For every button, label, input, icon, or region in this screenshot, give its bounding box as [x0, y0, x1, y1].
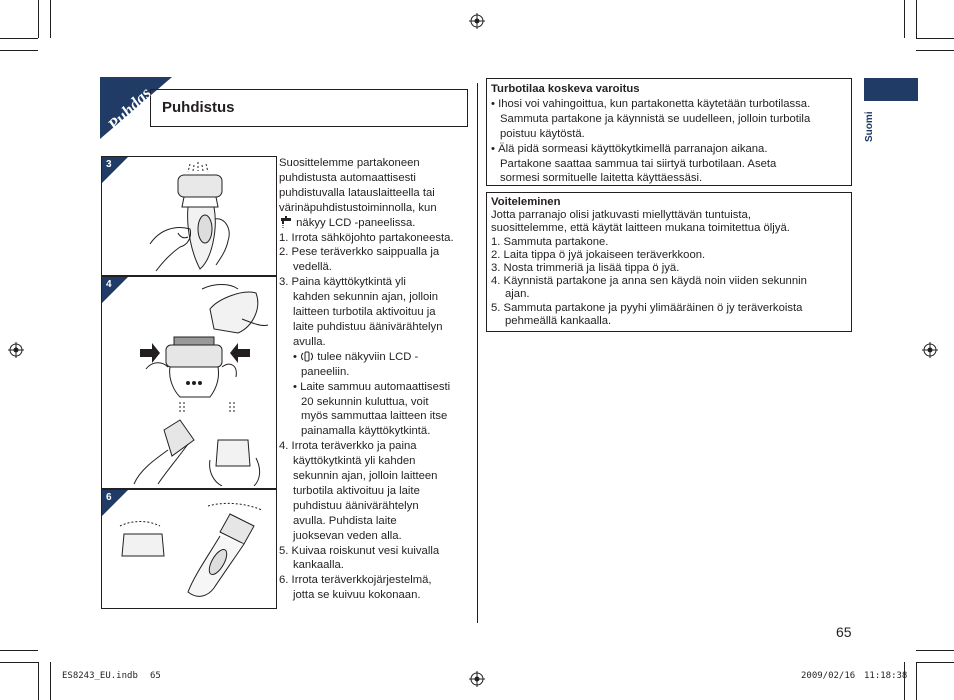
registration-mark-icon	[922, 342, 938, 358]
footer-file: ES8243_EU.indb	[62, 671, 138, 681]
warning-bullet-cont: Partakone saattaa sammua tai siirtyä turbotilaan. Aseta	[500, 157, 777, 170]
step-3-cont: laite puhdistuu äänivärähtelyn	[293, 320, 443, 333]
section-title: Puhdistus	[162, 99, 235, 116]
lubrication-step-4-cont: ajan.	[505, 288, 530, 301]
crop-mark	[916, 650, 954, 651]
crop-mark	[916, 50, 954, 51]
lubrication-box	[486, 192, 852, 332]
step-5-cont: kankaalla.	[293, 559, 344, 572]
footer-date: 2009/02/16	[801, 671, 856, 681]
illustration-panel-3	[101, 156, 277, 276]
intro-line	[279, 216, 471, 231]
panel-number: 3	[106, 159, 112, 170]
crop-mark	[0, 38, 38, 39]
turbo-warning-box	[486, 78, 852, 186]
step-5: 5. Kuivaa roiskunut vesi kuivalla	[279, 544, 440, 557]
column-divider	[477, 83, 478, 623]
crop-mark	[916, 0, 917, 38]
crop-mark	[0, 50, 38, 51]
warning-bullet-cont: Sammuta partakone ja käynnistä se uudelleen, jolloin turbotila	[500, 112, 811, 125]
subitem-text: tulee näkyviin LCD -	[314, 350, 419, 363]
lubrication-step-4: 4. Käynnistä partakone ja anna sen käydä noin viiden sekunnin	[491, 275, 807, 288]
step-2-cont: vedellä.	[293, 261, 332, 274]
panel-number: 4	[106, 279, 112, 290]
step-4-cont: turbotila aktivoituu ja laite	[293, 484, 420, 497]
panel-number: 6	[106, 492, 112, 503]
step-3-subitem-cont: 20 sekunnin kuluttua, voit	[301, 395, 429, 408]
step-4: 4. Irrota teräverkko ja paina	[279, 440, 417, 453]
step-4-cont: avulla. Puhdista laite	[293, 514, 397, 527]
intro-line: Suosittelemme partakoneen	[279, 157, 420, 169]
section-header	[100, 77, 468, 135]
vibration-icon	[300, 351, 314, 362]
drying-illustration	[112, 500, 270, 604]
registration-mark-icon	[469, 13, 485, 29]
faucet-icon	[279, 216, 293, 228]
lubrication-step-5: 5. Sammuta partakone ja pyyhi ylimääräinen ö jy teräverkoista	[491, 301, 803, 314]
step-4-cont: puhdistuu äänivärähtelyn	[293, 499, 419, 512]
turbo-warning-title: Turbotilaa koskeva varoitus	[491, 83, 640, 95]
lubrication-step-2: 2. Laita tippa ö jyä jokaiseen teräverkkoon.	[491, 248, 706, 261]
step-3-subitem-cont: myös sammuttaa laitteen itse	[301, 410, 448, 423]
cleaning-instructions	[279, 156, 471, 603]
step-1: 1. Irrota sähköjohto partakoneesta.	[279, 231, 454, 244]
step-3-cont: laitteen turbotila aktivoituu ja	[293, 306, 436, 319]
lubrication-title: Voiteleminen	[491, 196, 561, 208]
step-6-cont: jotta se kuivuu kokonaan.	[293, 589, 421, 602]
step-6: 6. Irrota teräverkkojärjestelmä,	[279, 574, 432, 587]
step-3-subitem: • Laite sammuu automaattisesti	[293, 380, 451, 393]
step-3-subitem-cont: painamalla käyttökytkintä.	[301, 425, 431, 438]
warning-bullet: • Ihosi voi vahingoittua, kun partakonetta käytetään turbotilassa.	[491, 97, 811, 110]
page-number: 65	[836, 624, 852, 640]
lubrication-step-5-cont: pehmeällä kankaalla.	[505, 314, 612, 327]
lubrication-step-1: 1. Sammuta partakone.	[491, 235, 609, 248]
illustration-panel-6	[101, 489, 277, 609]
shaver-washing-illustration	[120, 159, 270, 273]
crop-mark	[916, 662, 954, 663]
registration-mark-icon	[469, 671, 485, 687]
step-3-cont: avulla.	[293, 335, 326, 348]
crop-mark	[50, 662, 51, 700]
intro-line: puhdistuvalla latauslaitteella tai	[279, 186, 435, 199]
step-3-subitem	[279, 350, 471, 365]
warning-bullet: • Älä pidä sormeasi käyttökytkimellä parranajon aikana.	[491, 142, 768, 155]
crop-mark	[904, 662, 905, 700]
crop-mark	[38, 662, 39, 700]
step-4-cont: juoksevan veden alla.	[293, 529, 402, 542]
intro-line-text: näkyy LCD -paneelissa.	[293, 216, 416, 229]
footer-time: 11:18:38	[864, 671, 908, 681]
intro-line: värinäpuhdistustoiminnolla, kun	[279, 201, 437, 214]
lubrication-intro: Jotta parranajo olisi jatkuvasti miellyttävän tuntuista,	[491, 209, 751, 222]
crop-mark	[904, 0, 905, 38]
illustration-panel-4	[101, 276, 277, 402]
language-tab	[864, 78, 918, 101]
step-2: 2. Pese teräverkko saippualla ja	[279, 246, 440, 259]
crop-mark	[50, 0, 51, 38]
crop-mark	[0, 662, 38, 663]
registration-mark-icon	[8, 342, 24, 358]
crop-mark	[38, 0, 39, 38]
crop-mark	[916, 38, 954, 39]
section-tab-label: Puhdas	[104, 83, 155, 135]
step-3-cont: kahden sekunnin ajan, jolloin	[293, 291, 439, 304]
footer-page: 65	[150, 671, 161, 681]
rinsing-illustration	[110, 400, 270, 486]
bullet: •	[293, 350, 301, 363]
step-4-cont: sekunnin ajan, jolloin laitteen	[293, 470, 438, 483]
language-label: Suomi	[864, 111, 875, 142]
crop-mark	[0, 650, 38, 651]
warning-bullet-cont: poistuu käytöstä.	[500, 127, 585, 140]
warning-bullet-cont: sormesi sormituelle laitetta käyttäessäsi.	[500, 172, 703, 185]
lubrication-step-3: 3. Nosta trimmeriä ja lisää tippa ö jyä.	[491, 262, 680, 275]
crop-mark	[916, 662, 917, 700]
step-4-cont: käyttökytkintä yli kahden	[293, 455, 416, 468]
foil-removal-illustration	[122, 279, 272, 399]
step-3: 3. Paina käyttökytkintä yli	[279, 276, 406, 289]
lubrication-intro: suosittelemme, että käytät laitteen mukana toimitettua öljyä.	[491, 222, 790, 235]
step-3-subitem-cont: paneeliin.	[301, 365, 350, 378]
intro-line: puhdistusta automaattisesti	[279, 171, 416, 184]
illustration-panel-5	[101, 400, 277, 489]
